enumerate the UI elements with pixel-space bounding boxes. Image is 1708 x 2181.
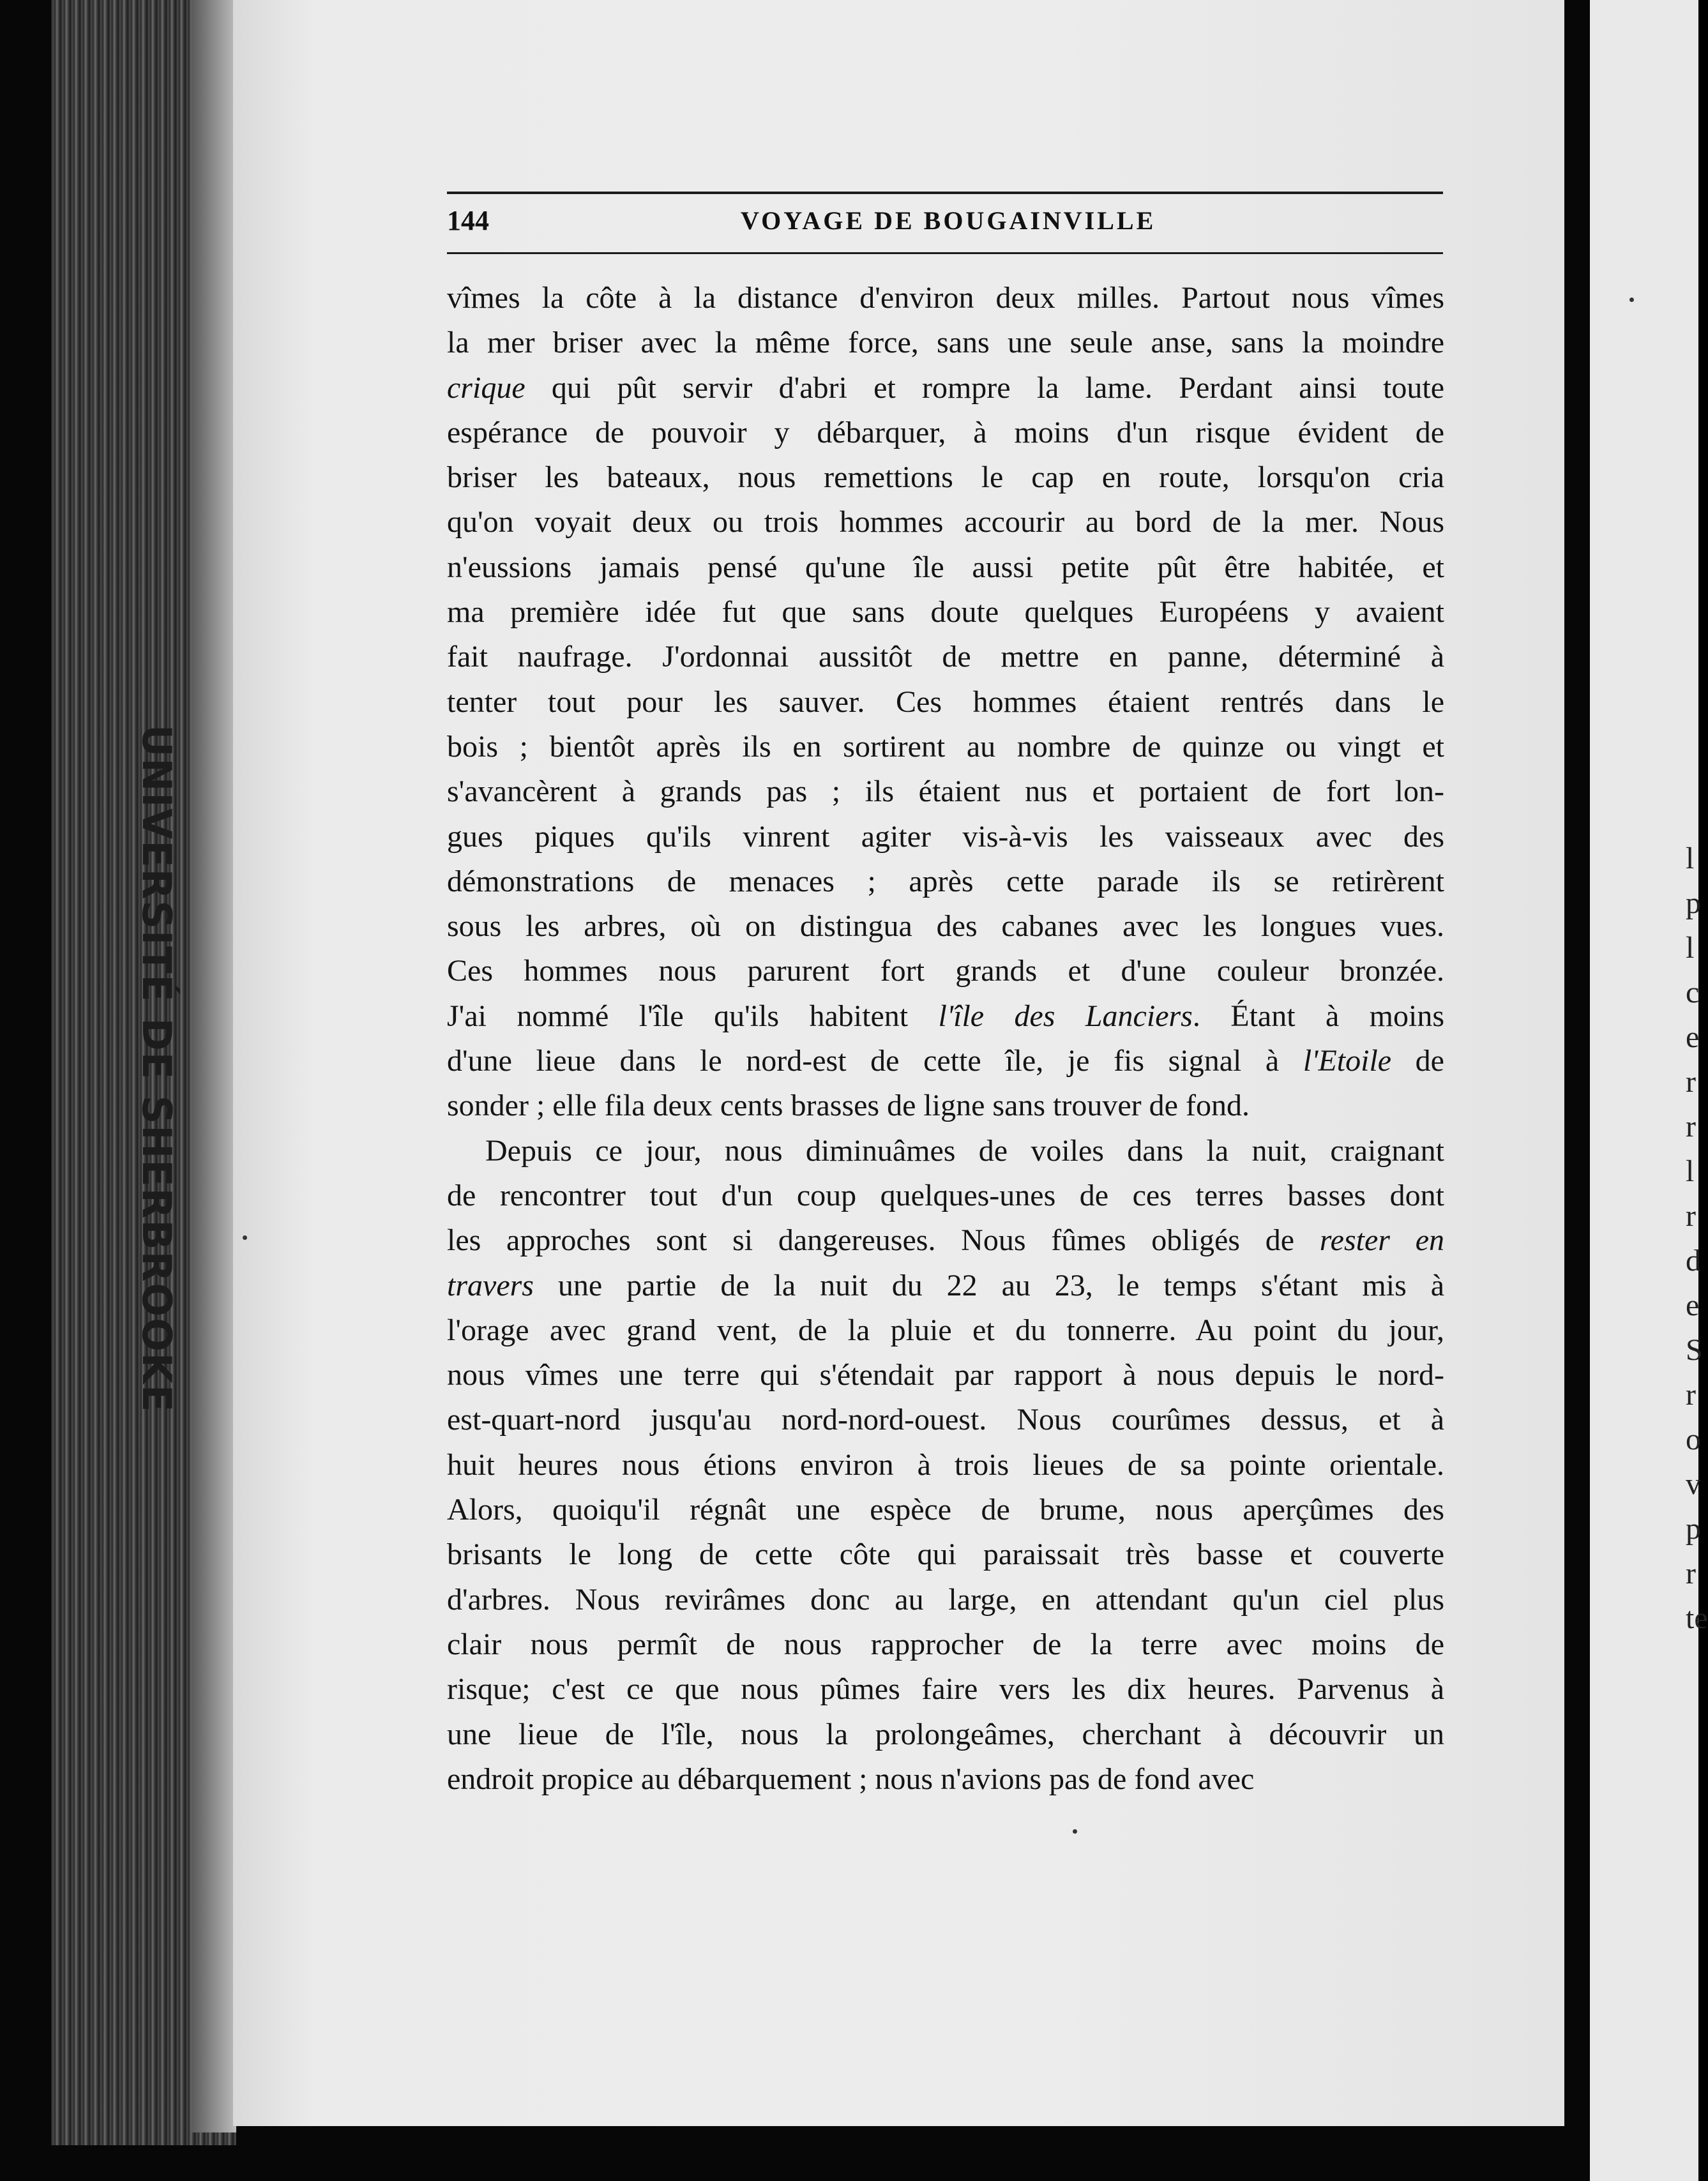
text-segment: risque; c'est ce que nous pûmes faire vers les dix heures. Parvenus à — [447, 1672, 1444, 1707]
next-page-sliver — [1590, 0, 1708, 2181]
text-segment: une lieue de l'île, nous la prolongeâmes, cherchant à découvrir un — [447, 1717, 1444, 1751]
text-line — [447, 1308, 1444, 1353]
next-page-letter: p — [1686, 886, 1701, 920]
text-line — [447, 994, 1444, 1039]
text-line — [447, 455, 1444, 500]
text-line — [447, 1488, 1444, 1532]
text-segment: sonder ; elle fila deux cents brasses de ligne sans trouver de fond. — [447, 1089, 1250, 1123]
text-segment: Alors, quoiqu'il régnât une espèce de brume, nous aperçûmes des — [447, 1493, 1444, 1527]
running-head: VOYAGE DE BOUGAINVILLE — [741, 206, 1156, 235]
text-segment: l'orage avec grand vent, de la pluie et du tonnerre. Au point du jour, — [447, 1313, 1444, 1347]
text-line — [447, 590, 1444, 635]
text-line — [447, 411, 1444, 455]
text-segment: d'arbres. Nous revirâmes donc au large, en attendant qu'un ciel plus — [447, 1582, 1444, 1617]
text-line — [447, 815, 1444, 859]
next-page-letter: v — [1686, 1467, 1701, 1501]
next-page-letter: te — [1686, 1601, 1708, 1635]
text-line — [447, 1622, 1444, 1667]
text-segment: fait naufrage. J'ordonnai aussitôt de mettre en panne, déterminé à — [447, 640, 1444, 674]
text-line — [447, 366, 1444, 411]
italic-term: crique — [447, 370, 525, 405]
text-line — [447, 1174, 1444, 1218]
text-segment: J'ai nommé l'île qu'ils habitent — [447, 999, 939, 1033]
next-page-letter: c — [1686, 976, 1700, 1009]
italic-term: l'île des Lanciers — [938, 999, 1193, 1033]
next-page-letter: r — [1686, 1065, 1696, 1099]
text-segment: clair nous permît de nous rapprocher de la terre avec moins de — [447, 1627, 1444, 1661]
text-line — [447, 769, 1444, 814]
text-segment: qu'on voyait deux ou trois hommes accourir au bord de la mer. Nous — [447, 505, 1444, 540]
text-segment: la mer briser avec la même force, sans une seule anse, sans la moindre — [447, 326, 1444, 360]
text-segment: est-quart-nord jusqu'au nord-nord-ouest. Nous courûmes dessus, et à — [447, 1403, 1444, 1437]
text-segment: ma première idée fut que sans doute quelques Européens y avaient — [447, 595, 1444, 630]
next-page-letter: l — [1686, 931, 1695, 965]
text-segment: sous les arbres, où on distingua des cabanes avec les longues vues. — [447, 909, 1444, 944]
next-page-letter: S — [1686, 1333, 1703, 1367]
book-gutter — [192, 0, 236, 2132]
text-line — [447, 1712, 1444, 1757]
text-segment: brisants le long de cette côte qui paraissait très basse et couverte — [447, 1537, 1444, 1572]
text-line — [447, 1129, 1444, 1174]
library-stamp: UNIVERSITÉ DE SHERBROOKE — [133, 725, 180, 1414]
next-page-letter: r — [1686, 1110, 1696, 1143]
text-segment: tenter tout pour les sauver. Ces hommes étaient rentrés dans le — [447, 684, 1444, 719]
next-page-letter: r — [1686, 1199, 1696, 1233]
text-line — [447, 904, 1444, 949]
text-line — [447, 545, 1444, 590]
header-rule-bottom — [447, 252, 1443, 254]
text-line — [447, 276, 1444, 321]
text-segment: n'eussions jamais pensé qu'une île aussi petite pût être habitée, et — [447, 550, 1444, 584]
next-page-letter: e — [1686, 1288, 1700, 1322]
text-line — [447, 680, 1444, 725]
text-segment: bois ; bientôt après ils en sortirent au nombre de quinze ou vingt et — [447, 729, 1444, 764]
text-segment: espérance de pouvoir y débarquer, à moins d'un risque évident de — [447, 415, 1444, 449]
next-page-letters — [1686, 836, 1708, 1641]
italic-term: travers — [447, 1268, 534, 1302]
next-page-letter: l — [1686, 841, 1695, 875]
text-line — [447, 725, 1444, 769]
next-page-letter: l — [1686, 1154, 1695, 1188]
text-line — [447, 1757, 1444, 1802]
text-line — [447, 321, 1444, 365]
next-page-letter: r — [1686, 1557, 1696, 1590]
text-line — [447, 1578, 1444, 1622]
text-segment: endroit propice au débarquement ; nous n'avions pas de fond avec — [447, 1762, 1255, 1796]
text-segment: . Étant à moins — [1192, 999, 1444, 1033]
page-number: 144 — [447, 205, 489, 236]
next-page-letter: e — [1686, 1020, 1700, 1054]
text-line — [447, 1083, 1444, 1128]
next-page-letter: r — [1686, 1378, 1696, 1412]
text-line — [447, 635, 1444, 679]
header-rule-top — [447, 192, 1443, 194]
text-line — [447, 859, 1444, 904]
text-line — [447, 1039, 1444, 1083]
text-segment: de rencontrer tout d'un coup quelques-unes de ces terres basses dont — [447, 1178, 1444, 1212]
text-segment: qui pût servir d'abri et rompre la lame. Perdant ainsi toute — [525, 370, 1444, 405]
text-line — [447, 500, 1444, 545]
text-line — [447, 949, 1444, 993]
text-segment: vîmes la côte à la distance d'environ deux milles. Partout nous vîmes — [447, 281, 1444, 315]
text-segment: huit heures nous étions environ à trois lieues de sa pointe orientale. — [447, 1447, 1444, 1482]
body-text — [447, 276, 1444, 1802]
italic-term: rester en — [1319, 1223, 1444, 1258]
next-page-letter: d — [1686, 1244, 1701, 1278]
text-segment: démonstrations de menaces ; après cette parade ils se retirèrent — [447, 864, 1444, 898]
text-line — [447, 1532, 1444, 1577]
italic-term: l'Etoile — [1303, 1044, 1392, 1078]
text-segment: s'avancèrent à grands pas ; ils étaient nus et portaient de fort lon- — [447, 774, 1444, 809]
text-segment: d'une lieue dans le nord-est de cette île, je fis signal à — [447, 1044, 1303, 1078]
text-line — [447, 1218, 1444, 1263]
text-line — [447, 1443, 1444, 1488]
text-segment: Ces hommes nous parurent fort grands et d'une couleur bronzée. — [447, 954, 1444, 988]
text-segment: les approches sont si dangereuses. Nous fûmes obligés de — [447, 1223, 1320, 1258]
text-segment: briser les bateaux, nous remettions le cap en route, lorsqu'on cria — [447, 460, 1444, 495]
text-line — [447, 1398, 1444, 1442]
next-page-letter: o — [1686, 1423, 1701, 1456]
text-segment: de — [1391, 1044, 1444, 1078]
text-segment: gues piques qu'ils vinrent agiter vis-à-vis les vaisseaux avec des — [447, 819, 1444, 854]
text-line — [447, 1264, 1444, 1308]
text-segment: nous vîmes une terre qui s'étendait par rapport à nous depuis le nord- — [447, 1358, 1444, 1392]
text-line — [447, 1353, 1444, 1398]
text-segment: Depuis ce jour, nous diminuâmes de voiles dans la nuit, craignant — [485, 1133, 1444, 1168]
text-line — [447, 1667, 1444, 1712]
text-segment: une partie de la nuit du 22 au 23, le temps s'étant mis à — [533, 1268, 1444, 1302]
next-page-letter: p — [1686, 1512, 1701, 1546]
